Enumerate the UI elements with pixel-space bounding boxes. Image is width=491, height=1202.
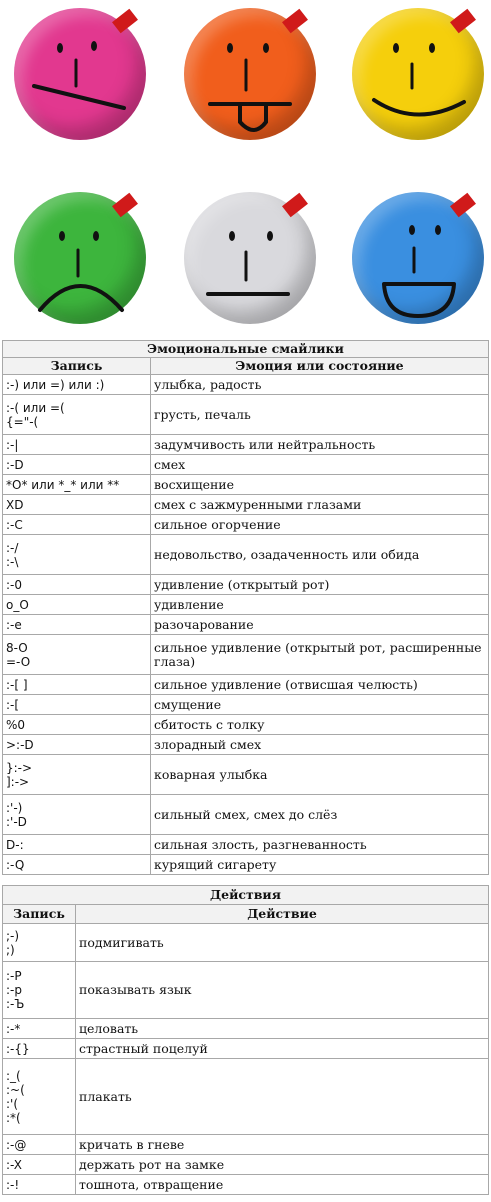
emoticon-meaning: смех	[151, 455, 489, 475]
table-row	[3, 735, 489, 755]
emoticon-code: :-0	[3, 575, 151, 595]
table-row	[3, 695, 489, 715]
emoticon-meaning: разочарование	[151, 615, 489, 635]
emoticon-meaning: смех с зажмуренными глазами	[151, 495, 489, 515]
emoticon-meaning: удивление (открытый рот)	[151, 575, 489, 595]
emoticon-meaning: сильное удивление (открытый рот, расширенные глаза)	[151, 635, 489, 675]
emotions-table	[2, 340, 489, 875]
table-row	[3, 1135, 489, 1155]
emoticon-code: :-) или =) или :)	[3, 375, 151, 395]
table-row	[3, 855, 489, 875]
table-row	[3, 575, 489, 595]
emoticon-code: :-*	[3, 1019, 76, 1039]
emoticon-meaning: сбитость с толку	[151, 715, 489, 735]
smile-face-icon	[352, 8, 484, 140]
emoticon-meaning: плакать	[76, 1059, 489, 1135]
tongue-out-face-icon	[184, 8, 316, 140]
emoticon-meaning: злорадный смех	[151, 735, 489, 755]
emoticon-code: :-{}	[3, 1039, 76, 1059]
emoticon-meaning: восхищение	[151, 475, 489, 495]
table-row	[3, 395, 489, 435]
emoticon-code: :'-) :'-D	[3, 795, 151, 835]
emoticon-code: }:-> ]:->	[3, 755, 151, 795]
table-row	[3, 595, 489, 615]
table-row	[3, 1175, 489, 1195]
emoticon-code: :-!	[3, 1175, 76, 1195]
emoticon-meaning: сильный смех, смех до слёз	[151, 795, 489, 835]
emoticon-code: :-@	[3, 1135, 76, 1155]
emoticon-meaning: сильное огорчение	[151, 515, 489, 535]
emoticon-code: :-D	[3, 455, 151, 475]
emoticon-meaning: удивление	[151, 595, 489, 615]
table-row	[3, 435, 489, 455]
table-row	[3, 755, 489, 795]
emoticon-meaning: показывать язык	[76, 962, 489, 1019]
emoticon-code: :-[ ]	[3, 675, 151, 695]
emoticon-meaning: улыбка, радость	[151, 375, 489, 395]
table-row	[3, 535, 489, 575]
laughing-face-icon	[352, 192, 484, 324]
emoticon-code: *O* или *_* или **	[3, 475, 151, 495]
emoticon-code: :-X	[3, 1155, 76, 1175]
emoticon-code: :-( или =( {="-(	[3, 395, 151, 435]
skeptical-face-icon	[14, 8, 146, 140]
emoticon-meaning: задумчивость или нейтральность	[151, 435, 489, 455]
column-header-action: Действие	[76, 905, 489, 924]
table-row	[3, 715, 489, 735]
emoticon-code: %0	[3, 715, 151, 735]
table-row	[3, 795, 489, 835]
emoticon-meaning: смущение	[151, 695, 489, 715]
emoticon-code: :-C	[3, 515, 151, 535]
table-row	[3, 1039, 489, 1059]
emoticon-code: o_O	[3, 595, 151, 615]
emoticon-meaning: кричать в гневе	[76, 1135, 489, 1155]
sad-face-icon	[14, 192, 146, 324]
emoticon-code: 8-O =-O	[3, 635, 151, 675]
emoticon-code: :-[	[3, 695, 151, 715]
table-row	[3, 835, 489, 855]
table-row	[3, 375, 489, 395]
emoticon-meaning: грусть, печаль	[151, 395, 489, 435]
emoticon-meaning: курящий сигарету	[151, 855, 489, 875]
table-row	[3, 475, 489, 495]
emoticon-code: :-Q	[3, 855, 151, 875]
emoticon-meaning: сильная злость, разгневанность	[151, 835, 489, 855]
emoticon-meaning: подмигивать	[76, 924, 489, 962]
column-header-code: Запись	[3, 358, 151, 375]
emoticon-meaning: тошнота, отвращение	[76, 1175, 489, 1195]
emoticon-code: XD	[3, 495, 151, 515]
emoticon-meaning: страстный поцелуй	[76, 1039, 489, 1059]
emoticon-meaning: недовольство, озадаченность или обида	[151, 535, 489, 575]
table-row	[3, 924, 489, 962]
column-header-code: Запись	[3, 905, 76, 924]
table-row	[3, 615, 489, 635]
column-header-emotion: Эмоция или состояние	[151, 358, 489, 375]
emoticon-code: :_( :~( :'( :*(	[3, 1059, 76, 1135]
emoticon-code: :-|	[3, 435, 151, 455]
emoticon-code: :-P :-p :-Ъ	[3, 962, 76, 1019]
emotions-table-title: Эмоциональные смайлики	[3, 341, 489, 358]
emoticon-code: ;-) ;)	[3, 924, 76, 962]
emoticon-code: D-:	[3, 835, 151, 855]
table-row	[3, 515, 489, 535]
emoticon-code: >:-D	[3, 735, 151, 755]
pillow-gallery	[0, 0, 491, 338]
table-row	[3, 675, 489, 695]
table-row	[3, 495, 489, 515]
emoticon-code: :-e	[3, 615, 151, 635]
table-row	[3, 1059, 489, 1135]
actions-table-title: Действия	[3, 886, 489, 905]
emoticon-code: :-/ :-\	[3, 535, 151, 575]
emoticon-meaning: целовать	[76, 1019, 489, 1039]
table-row	[3, 1155, 489, 1175]
table-row	[3, 1019, 489, 1039]
neutral-face-icon	[184, 192, 316, 324]
table-row	[3, 962, 489, 1019]
actions-table	[2, 885, 489, 1195]
emoticon-meaning: сильное удивление (отвисшая челюсть)	[151, 675, 489, 695]
emoticon-meaning: коварная улыбка	[151, 755, 489, 795]
table-row	[3, 635, 489, 675]
emoticon-meaning: держать рот на замке	[76, 1155, 489, 1175]
table-row	[3, 455, 489, 475]
